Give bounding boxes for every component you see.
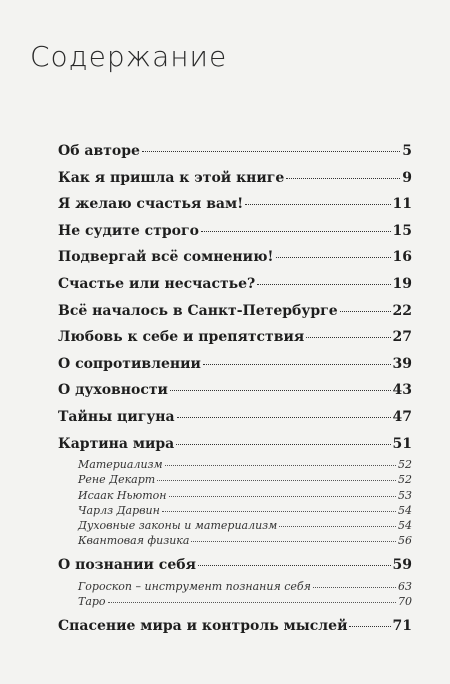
dot-leader [306,337,390,338]
toc-subentry-title: Таро [78,595,106,609]
page-title: Содержание [30,40,228,73]
dot-leader [157,480,396,481]
dot-leader [203,364,391,365]
toc-subentry-title: Квантовая физика [78,534,190,548]
toc-entry[interactable] [58,165,412,192]
toc-entry-page: 51 [392,435,412,452]
dot-leader [176,444,390,445]
toc-entry[interactable] [58,138,412,165]
toc-entry[interactable] [58,324,412,351]
toc-entry-page: 27 [392,329,412,346]
toc-entry-title: Тайны цигуна [58,408,175,425]
toc-entry[interactable] [58,613,412,640]
dot-leader [257,284,390,285]
dot-leader [201,231,391,232]
toc-entry-title: Не судите строго [58,222,199,239]
toc-entry-page: 71 [392,618,412,635]
toc-subentry-title: Исаак Ньютон [78,488,167,502]
toc-entry-title: О познании себя [58,557,196,574]
toc-entry[interactable] [58,351,412,378]
toc-subentry-page: 52 [398,458,412,472]
dot-leader [349,626,390,627]
toc-entry-title: О духовности [58,382,168,399]
toc-entry-page: 9 [402,169,412,186]
toc-subentry-page: 56 [398,534,412,548]
dot-leader [245,204,390,205]
toc-subentry-title: Чарлз Дарвин [78,503,160,517]
toc-entry-title: О сопротивлении [58,355,201,372]
toc-entry-title: Спасение мира и контроль мыслей [58,618,348,635]
toc-entry-page: 19 [392,275,412,292]
toc-entry-title: Картина мира [58,435,175,452]
dot-leader [198,565,391,566]
toc-subentry-page: 52 [398,473,412,487]
toc-subentry-title: Духовные законы и материализм [78,518,278,532]
toc-entry[interactable] [58,271,412,298]
toc-entry[interactable] [58,298,412,325]
toc-subentry-page: 54 [398,503,412,517]
toc-entry-page: 47 [392,408,412,425]
dot-leader [286,178,400,179]
toc-subentry-page: 70 [398,595,412,609]
dot-leader [170,390,391,391]
table-of-contents [58,138,412,640]
toc-entry[interactable] [58,377,412,404]
toc-entry-page: 16 [392,249,412,266]
dot-leader [108,602,396,603]
toc-subentry[interactable] [58,579,412,594]
toc-entry-page: 22 [392,302,412,319]
toc-subentry[interactable] [58,503,412,518]
toc-subentry-page: 53 [398,488,412,502]
dot-leader [142,151,400,152]
toc-subentry[interactable] [58,457,412,472]
toc-entry-title: Как я пришла к этой книге [58,169,285,186]
toc-entry-page: 39 [392,355,412,372]
toc-subentry-title: Материализм [78,458,163,472]
toc-entry[interactable] [58,404,412,431]
dot-leader [162,511,396,512]
toc-subentry[interactable] [58,518,412,533]
dot-leader [169,496,397,497]
toc-entry-page: 11 [392,196,412,213]
dot-leader [313,587,396,588]
dot-leader [279,526,396,527]
toc-entry-title: Об авторе [58,143,140,159]
toc-subentry[interactable] [58,488,412,503]
toc-entry-page: 43 [392,382,412,399]
toc-subentry[interactable] [58,472,412,487]
toc-entry-title: Подвергай всё сомнению! [58,249,274,266]
dot-leader [191,541,396,542]
dot-leader [340,311,391,312]
dot-leader [165,465,396,466]
toc-subentry-page: 63 [398,579,412,593]
toc-entry-title: Всё началось в Санкт-Петербурге [58,302,338,319]
toc-entry-title: Любовь к себе и препятствия [58,329,305,346]
dot-leader [177,417,391,418]
toc-entry-title: Счастье или несчастье? [58,275,256,292]
toc-entry-page: 5 [402,143,412,159]
toc-subentry[interactable] [58,594,412,609]
toc-entry[interactable] [58,218,412,245]
dot-leader [276,257,391,258]
toc-subentry-title: Гороскоп – инструмент познания себя [78,579,311,593]
toc-subentry[interactable] [58,533,412,548]
toc-entry-title: Я желаю счастья вам! [58,196,244,213]
toc-subentry-title: Рене Декарт [78,473,156,487]
toc-entry[interactable] [58,244,412,271]
toc-subentry-page: 54 [398,518,412,532]
toc-entry-page: 59 [392,557,412,574]
toc-entry[interactable] [58,191,412,218]
toc-entry-page: 15 [392,222,412,239]
toc-entry[interactable] [58,431,412,458]
toc-entry[interactable] [58,552,412,579]
